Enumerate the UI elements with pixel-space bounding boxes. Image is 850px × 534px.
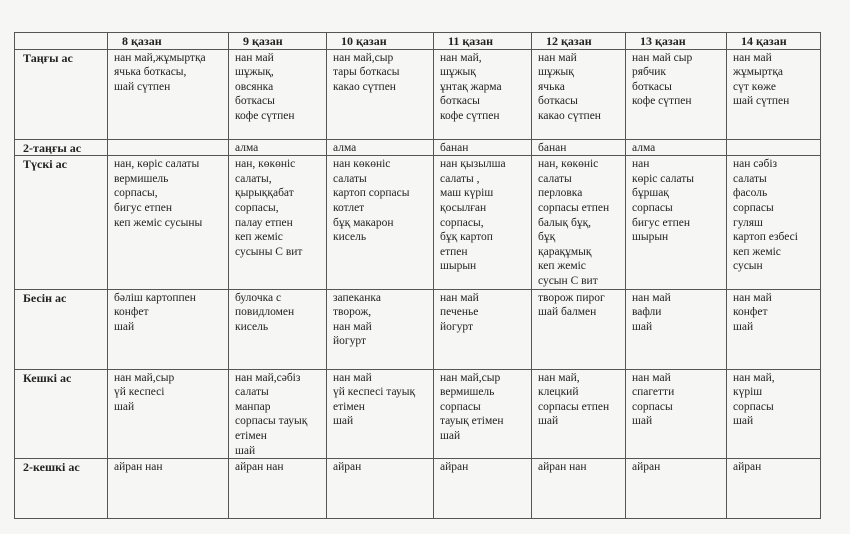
menu-item-line: нан, көріс салаты <box>114 158 200 171</box>
menu-item-line: повидломен <box>235 306 295 319</box>
menu-table-body <box>15 33 821 519</box>
menu-item-line: нан май,сыр <box>333 51 394 64</box>
menu-cell <box>626 156 727 289</box>
menu-cell <box>626 459 727 519</box>
menu-cell <box>327 156 434 289</box>
day-header-8: 8 қазан <box>108 33 229 50</box>
menu-item-line: нан май,сәбіз <box>235 371 301 384</box>
menu-item-line: рябчик <box>632 66 666 79</box>
menu-item-line: запеканка <box>333 291 381 304</box>
menu-item-line: кеп жеміс <box>538 260 586 273</box>
menu-item-line: сусын <box>733 260 763 273</box>
menu-item-line: сорпасы етпен <box>538 201 610 214</box>
menu-item-line: нан сәбіз <box>733 158 778 171</box>
menu-item-line: нан май <box>632 371 671 384</box>
menu-cell <box>327 289 434 369</box>
menu-item-line: сорпасы, <box>440 216 484 229</box>
second-breakfast-row <box>15 139 821 156</box>
menu-item-line: шай сүтпен <box>114 80 171 93</box>
menu-item-line: бұқ <box>538 231 556 244</box>
menu-item-line: нан май, <box>440 51 482 64</box>
menu-item-line: қырыққабат <box>235 187 294 200</box>
menu-cell <box>727 139 821 156</box>
menu-item-line: шай <box>632 415 653 428</box>
menu-item-line: салаты <box>733 172 767 185</box>
menu-item-line: картоп езбесі <box>733 231 798 244</box>
menu-cell <box>108 156 229 289</box>
menu-item-line: шай балмен <box>538 306 597 319</box>
menu-item-line: конфет <box>114 306 149 319</box>
menu-item-line: кеп жеміс <box>733 245 781 258</box>
menu-item-line: салаты <box>235 386 269 399</box>
menu-item-line: нан май <box>333 371 372 384</box>
menu-cell <box>626 369 727 459</box>
menu-cell <box>434 459 532 519</box>
menu-item-line: боткасы <box>440 95 480 108</box>
menu-cell <box>229 369 327 459</box>
menu-item-line: нан май <box>333 320 372 333</box>
menu-item-line: вафли <box>632 306 662 319</box>
menu-item-line: шай <box>114 400 135 413</box>
menu-item-line: печенье <box>440 306 479 319</box>
menu-item-line: кофе сүтпен <box>440 109 500 122</box>
menu-item-line: қарақұмық <box>538 245 592 258</box>
menu-cell <box>434 369 532 459</box>
day-header-13: 13 қазан <box>626 33 727 50</box>
menu-item-line: айран нан <box>235 461 284 474</box>
menu-item-line: бигус етпен <box>632 216 690 229</box>
day-header-11: 11 қазан <box>434 33 532 50</box>
menu-item-line: сорпасы, <box>114 187 158 200</box>
menu-item-line: нан май <box>538 51 577 64</box>
menu-item-line: шай <box>333 415 354 428</box>
menu-item-line: нан көкөніс <box>333 158 391 171</box>
meal-name-cell: 2-таңғы ас <box>15 139 108 156</box>
menu-item-line: шай <box>440 429 461 442</box>
menu-item-line: шұжық <box>538 66 574 79</box>
menu-item-line: шай <box>538 415 559 428</box>
menu-item-line: кофе сүтпен <box>632 95 692 108</box>
menu-item-line: шай <box>632 320 653 333</box>
menu-item-line: ячька <box>538 80 565 93</box>
lunch-row <box>15 156 821 289</box>
menu-item-line: фасоль <box>733 187 768 200</box>
meal-name-cell: 2-кешкі ас <box>15 459 108 519</box>
menu-item-line: айран <box>440 461 469 474</box>
menu-item-line: перловка <box>538 187 583 200</box>
menu-item-line: нан, көкөніс <box>235 158 296 171</box>
late-dinner-row <box>15 459 821 519</box>
menu-cell <box>727 156 821 289</box>
menu-item-line: шырын <box>632 231 669 244</box>
afternoon-snack-row <box>15 289 821 369</box>
menu-cell <box>626 289 727 369</box>
menu-item-line: бұқ макарон <box>333 216 394 229</box>
menu-cell <box>532 459 626 519</box>
menu-cell <box>626 139 727 156</box>
menu-cell <box>108 289 229 369</box>
menu-item-line: бұқ картоп <box>440 231 493 244</box>
menu-item-line: ячька боткасы, <box>114 66 187 79</box>
menu-item-line: банан <box>538 141 567 154</box>
menu-item-line: сүт көже <box>733 80 776 93</box>
day-header-12: 12 қазан <box>532 33 626 50</box>
menu-item-line: сусын С вит <box>538 274 598 287</box>
menu-item-line: йогурт <box>333 335 366 348</box>
menu-item-line: нан <box>632 158 650 171</box>
menu-item-line: боткасы <box>632 80 672 93</box>
menu-item-line: манпар <box>235 400 271 413</box>
menu-item-line: айран <box>632 461 661 474</box>
menu-cell <box>532 139 626 156</box>
menu-item-line: спагетти <box>632 386 675 399</box>
menu-item-line: сорпасы тауық <box>235 415 308 428</box>
menu-item-line: алма <box>235 141 259 154</box>
menu-item-line: какао сүтпен <box>538 109 601 122</box>
menu-item-line: сорпасы <box>440 400 481 413</box>
menu-item-line: шай <box>733 415 754 428</box>
menu-cell <box>229 289 327 369</box>
menu-cell <box>727 49 821 139</box>
menu-item-line: клецкий <box>538 386 579 399</box>
menu-item-line: салаты, <box>235 172 272 185</box>
menu-item-line: алма <box>333 141 357 154</box>
menu-item-line: нан май, <box>538 371 580 384</box>
menu-item-line: үй кеспесі тауық <box>333 386 416 399</box>
menu-item-line: шай <box>235 444 256 457</box>
menu-item-line: кофе сүтпен <box>235 109 295 122</box>
menu-item-line: овсянка <box>235 80 274 93</box>
menu-item-line: нан май <box>235 51 274 64</box>
meal-name-cell: Кешкі ас <box>15 369 108 459</box>
menu-item-line: сорпасы <box>632 400 673 413</box>
menu-cell <box>532 156 626 289</box>
menu-cell <box>727 289 821 369</box>
menu-item-line: палау етпен <box>235 216 293 229</box>
meal-name-cell: Түскі ас <box>15 156 108 289</box>
menu-item-line: нан май,сыр <box>440 371 501 384</box>
menu-cell <box>327 49 434 139</box>
menu-item-line: сорпасы <box>733 400 774 413</box>
breakfast-row <box>15 49 821 139</box>
menu-item-line: нан май <box>733 291 772 304</box>
menu-item-line: күріш <box>733 386 763 399</box>
menu-item-line: маш күріш <box>440 187 494 200</box>
menu-item-line: көріс салаты <box>632 172 695 185</box>
menu-cell <box>108 49 229 139</box>
menu-item-line: шұжық <box>440 66 476 79</box>
menu-item-line: нан май сыр <box>632 51 693 64</box>
menu-cell <box>434 289 532 369</box>
menu-cell <box>434 139 532 156</box>
menu-cell <box>434 49 532 139</box>
menu-item-line: етпен <box>440 245 468 258</box>
menu-item-line: тауық етімен <box>440 415 504 428</box>
menu-cell <box>229 139 327 156</box>
day-header-9: 9 қазан <box>229 33 327 50</box>
header-row <box>15 33 821 50</box>
menu-cell <box>626 49 727 139</box>
menu-item-line: шай <box>733 320 754 333</box>
menu-item-line: кеп жеміс <box>235 231 283 244</box>
menu-item-line: айран <box>733 461 762 474</box>
menu-cell <box>108 369 229 459</box>
menu-cell <box>532 289 626 369</box>
menu-item-line: салаты <box>333 172 367 185</box>
menu-item-line: сорпасы <box>733 201 774 214</box>
menu-item-line: ұнтақ жарма <box>440 80 502 93</box>
menu-cell <box>108 139 229 156</box>
menu-cell <box>229 459 327 519</box>
menu-item-line: боткасы <box>538 95 578 108</box>
day-header-14: 14 қазан <box>727 33 821 50</box>
menu-cell <box>327 369 434 459</box>
menu-item-line: нан май, <box>733 371 775 384</box>
menu-item-line: боткасы <box>235 95 275 108</box>
menu-item-line: үй кеспесі <box>114 386 165 399</box>
menu-item-line: тары боткасы <box>333 66 400 79</box>
menu-item-line: шұжық, <box>235 66 274 79</box>
menu-item-line: вермишель <box>440 386 495 399</box>
menu-item-line: салаты <box>538 172 572 185</box>
menu-item-line: йогурт <box>440 320 473 333</box>
menu-item-line: айран нан <box>114 461 163 474</box>
meal-name-cell: Таңғы ас <box>15 49 108 139</box>
menu-item-line: нан май <box>733 51 772 64</box>
menu-item-line: бигус етпен <box>114 201 172 214</box>
menu-item-line: котлет <box>333 201 365 214</box>
menu-item-line: шай сүтпен <box>733 95 790 108</box>
menu-item-line: сусыны С вит <box>235 245 303 258</box>
menu-item-line: жұмыртқа <box>733 66 784 79</box>
menu-item-line: нан, көкөніс <box>538 158 599 171</box>
corner-cell <box>15 33 108 50</box>
menu-item-line: нан қызылша <box>440 158 506 171</box>
menu-item-line: қосылған <box>440 201 487 214</box>
menu-cell <box>727 369 821 459</box>
menu-item-line: балық бұқ, <box>538 216 592 229</box>
menu-item-line: творож пирог <box>538 291 605 304</box>
menu-item-line: нан май,сыр <box>114 371 175 384</box>
menu-item-line: булочка с <box>235 291 282 304</box>
menu-cell <box>327 139 434 156</box>
menu-item-line: нан май <box>440 291 479 304</box>
menu-item-line: шырын <box>440 260 477 273</box>
menu-item-line: салаты , <box>440 172 480 185</box>
menu-item-line: нан май <box>632 291 671 304</box>
menu-cell <box>229 49 327 139</box>
menu-cell <box>727 459 821 519</box>
menu-item-line: алма <box>632 141 656 154</box>
menu-cell <box>229 156 327 289</box>
menu-item-line: етімен <box>333 400 365 413</box>
menu-item-line: картоп сорпасы <box>333 187 410 200</box>
menu-item-line: конфет <box>733 306 768 319</box>
menu-item-line: шай <box>114 320 135 333</box>
menu-item-line: какао сүтпен <box>333 80 396 93</box>
menu-item-line: банан <box>440 141 469 154</box>
menu-item-line: сорпасы <box>632 201 673 214</box>
menu-item-line: вермишель <box>114 172 169 185</box>
menu-item-line: кисель <box>235 320 269 333</box>
menu-cell <box>108 459 229 519</box>
day-header-10: 10 қазан <box>327 33 434 50</box>
menu-item-line: нан май,жұмыртқа <box>114 51 206 64</box>
menu-item-line: бәліш картоппен <box>114 291 196 304</box>
weekly-menu-table <box>14 32 821 519</box>
menu-cell <box>532 369 626 459</box>
menu-cell <box>532 49 626 139</box>
menu-cell <box>434 156 532 289</box>
menu-item-line: сорпасы етпен <box>538 400 610 413</box>
menu-item-line: кеп жеміс сусыны <box>114 216 203 229</box>
menu-item-line: айран <box>333 461 362 474</box>
menu-item-line: бұршақ <box>632 187 669 200</box>
menu-item-line: етімен <box>235 429 267 442</box>
menu-item-line: сорпасы, <box>235 201 279 214</box>
menu-item-line: творож, <box>333 306 372 319</box>
menu-item-line: айран нан <box>538 461 587 474</box>
menu-item-line: кисель <box>333 231 367 244</box>
meal-name-cell: Бесін ас <box>15 289 108 369</box>
menu-cell <box>327 459 434 519</box>
dinner-row <box>15 369 821 459</box>
menu-item-line: гуляш <box>733 216 763 229</box>
